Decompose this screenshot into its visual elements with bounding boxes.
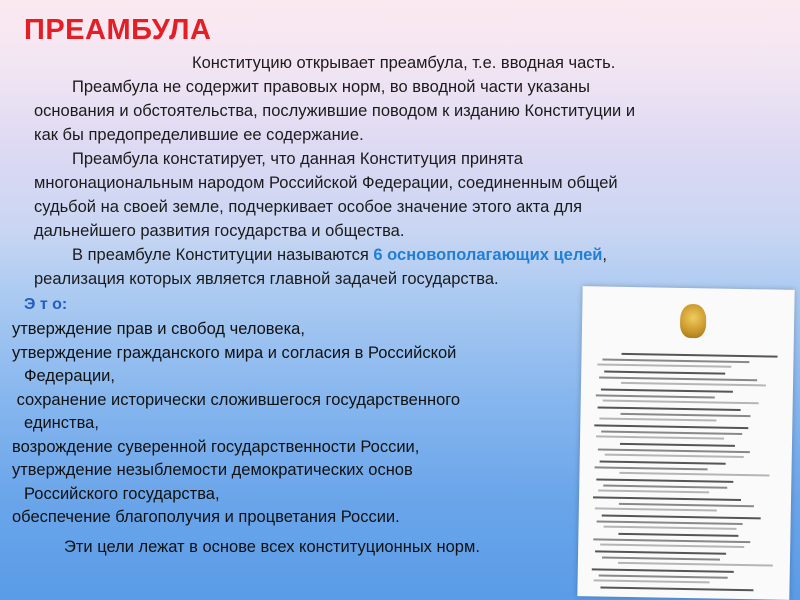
document-text-line — [620, 443, 735, 447]
goals-highlight: 6 основополагающих целей — [373, 246, 603, 264]
intro-text: Конституцию открывает преамбула, т.е. вводная часть. — [192, 54, 616, 72]
document-text-line — [596, 478, 733, 482]
para2-line1: Преамбула констатирует, что данная Конституция принята — [72, 150, 523, 168]
goal-item — [2, 459, 460, 506]
document-text-line — [602, 358, 749, 363]
goal-text: возрождение суверенной государственности России, — [12, 437, 420, 456]
para2-line3: судьбой на своей земле, подчеркивает особое значение этого акта для — [34, 198, 583, 216]
document-text-line — [618, 562, 773, 566]
document-text-line — [592, 568, 734, 572]
document-text-line — [598, 406, 741, 410]
document-text-line — [593, 496, 741, 501]
document-text-line — [601, 389, 733, 393]
para1-line3: как бы предопределившие ее содержание. — [34, 126, 364, 144]
goal-text: сохранение исторически сложившегося государственного — [12, 390, 461, 409]
document-text-line — [598, 448, 750, 453]
closing-text: Эти цели лежат в основе всех конституционных норм. — [64, 538, 480, 556]
document-text-line — [595, 507, 717, 511]
document-text-line — [595, 550, 726, 554]
coat-of-arms-icon — [680, 304, 707, 338]
document-text-line — [602, 556, 720, 560]
goal-item — [2, 318, 460, 342]
goal-text: обеспечение благополучия и процветания России. — [12, 508, 400, 526]
document-text-line — [600, 587, 753, 592]
document-text-line — [596, 435, 724, 439]
goal-text: утверждение незыблемости демократических основ — [12, 461, 413, 479]
goal-text: утверждение прав и свобод человека, — [12, 320, 305, 338]
document-text-line — [603, 484, 727, 488]
para1-line1: Преамбула не содержит правовых норм, во вводной части указаны — [72, 78, 591, 96]
document-text-line — [593, 538, 750, 543]
goal-item — [2, 342, 460, 389]
goal-item — [2, 506, 460, 530]
document-text-line — [602, 515, 761, 520]
para2-line4: дальнейшего развития государства и общества. — [34, 222, 405, 240]
document-text-line — [603, 400, 759, 404]
para1-line2: основания и обстоятельства, послужившие поводом к изданию Конституции и — [34, 102, 636, 120]
document-text-line — [621, 382, 766, 386]
document-text-line — [600, 544, 744, 548]
document-text-line — [596, 394, 715, 398]
para3-line2: реализация которых является главной задачей государства. — [34, 270, 499, 288]
goal-item — [2, 436, 460, 460]
eto-label: Э т о: — [24, 296, 68, 313]
document-text-line — [604, 526, 737, 530]
document-text-line — [605, 454, 744, 458]
goal-text-cont: единства, — [24, 414, 99, 432]
document-text-line — [595, 466, 708, 470]
document-text-line — [622, 353, 778, 358]
document-text-line — [599, 417, 716, 421]
goal-text-cont: Федерации, — [24, 367, 115, 385]
goals-list — [2, 318, 460, 530]
document-text-line — [618, 533, 738, 537]
constitution-document-image — [577, 286, 794, 600]
document-text-line — [601, 430, 742, 434]
document-text-line — [594, 424, 748, 429]
goal-text-cont: Российского государства, — [24, 484, 220, 503]
document-text-line — [597, 520, 743, 525]
para2-line2: многонациональным народом Российской Федерации, соединенным общей — [34, 174, 618, 192]
para3-after: , — [602, 246, 608, 264]
document-text-line — [620, 412, 750, 416]
document-text-line — [599, 574, 728, 578]
document-text-line — [598, 489, 709, 492]
document-text-line — [619, 502, 754, 506]
document-text-line — [604, 371, 725, 375]
para3-before: В преамбуле Конституции называются — [72, 246, 374, 264]
document-text-line — [594, 579, 710, 583]
goal-item — [2, 389, 460, 436]
document-text-line — [597, 363, 731, 367]
para3-line1 — [72, 243, 607, 267]
document-text-line — [619, 472, 769, 476]
goal-text: утверждение гражданского мира и согласия в Российской — [12, 343, 457, 362]
document-lines — [583, 286, 795, 290]
page-title: ПРЕАМБУЛА — [24, 14, 212, 46]
document-text-line — [600, 460, 726, 464]
document-text-line — [599, 376, 757, 381]
